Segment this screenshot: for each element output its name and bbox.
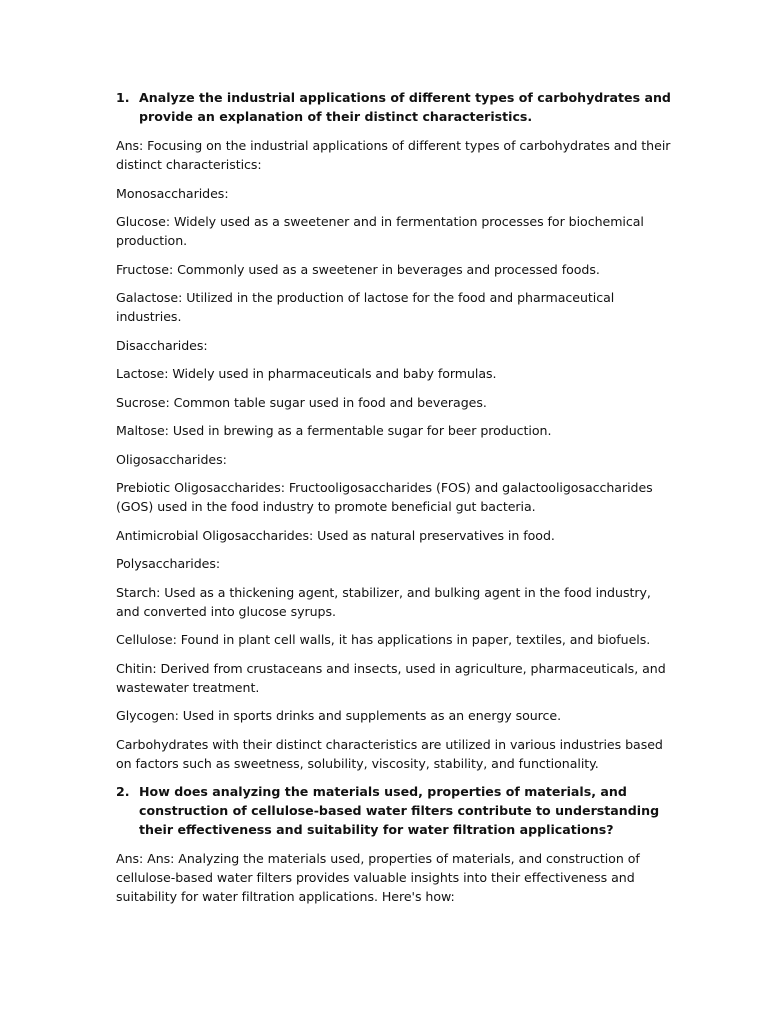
section-heading-oligosaccharides: Oligosaccharides: [116,451,227,467]
paragraph-starch: Starch: Used as a thickening agent, stabilizer, and bulking agent in the food industry, and converted into glucose syrups. [116,584,651,619]
paragraph-glycogen: Glycogen: Used in sports drinks and supplements as an energy source. [116,708,562,723]
paragraph-lactose: Lactose: Widely used in pharmaceuticals and baby formulas. [116,366,497,381]
section-heading-disaccharides: Disaccharides: [116,337,208,353]
question-heading [116,782,678,839]
paragraph-prebiotic-oligosaccharides: Prebiotic Oligosaccharides: Fructooligosaccharides (FOS) and galactooligosaccharides (GOS) used in the food industry to promote beneficial gut bacteria. [116,480,653,514]
question-number: 2. [116,784,130,799]
paragraph-antimicrobial-oligosaccharides: Antimicrobial Oligosaccharides: Used as natural preservatives in food. [116,527,555,543]
paragraph-sucrose: Sucrose: Common table sugar used in food and beverages. [116,394,487,410]
paragraph-glucose: Glucose: Widely used as a sweetener and in fermentation processes for biochemical production. [116,214,644,248]
paragraph-summary: Carbohydrates with their distinct characteristics are utilized in various industries based on factors such as sweetness, solubility, viscosity, stability, and functionality. [116,736,663,771]
answer-intro: Ans: Ans: Analyzing the materials used, properties of materials, and construction of cellulose-based water filters provides valuable insights into their effectiveness and suitability for water filtration applications. Here's how: [116,851,640,904]
paragraph-chitin: Chitin: Derived from crustaceans and insects, used in agriculture, pharmaceuticals, and wastewater treatment. [116,660,666,695]
paragraph-cellulose: Cellulose: Found in plant cell walls, it has applications in paper, textiles, and biofuels. [116,632,651,647]
paragraph-fructose: Fructose: Commonly used as a sweetener in beverages and processed foods. [116,261,600,277]
question-text: Analyze the industrial applications of different types of carbohydrates and provide an explanation of their distinct characteristics. [139,90,671,124]
section-heading-polysaccharides: Polysaccharides: [116,556,221,571]
question-heading [116,88,678,126]
paragraph-galactose: Galactose: Utilized in the production of lactose for the food and pharmaceutical industries. [116,290,615,324]
section-heading-monosaccharides: Monosaccharides: [116,185,229,201]
paragraph-maltose: Maltose: Used in brewing as a fermentable sugar for beer production. [116,423,552,438]
question-text: How does analyzing the materials used, properties of materials, and construction of cellulose-based water filters contribute to understanding their effectiveness and suitability for water filtration applications? [139,784,660,837]
question-number: 1. [116,90,130,105]
answer-intro: Ans: Focusing on the industrial applications of different types of carbohydrates and their distinct characteristics: [116,138,671,172]
